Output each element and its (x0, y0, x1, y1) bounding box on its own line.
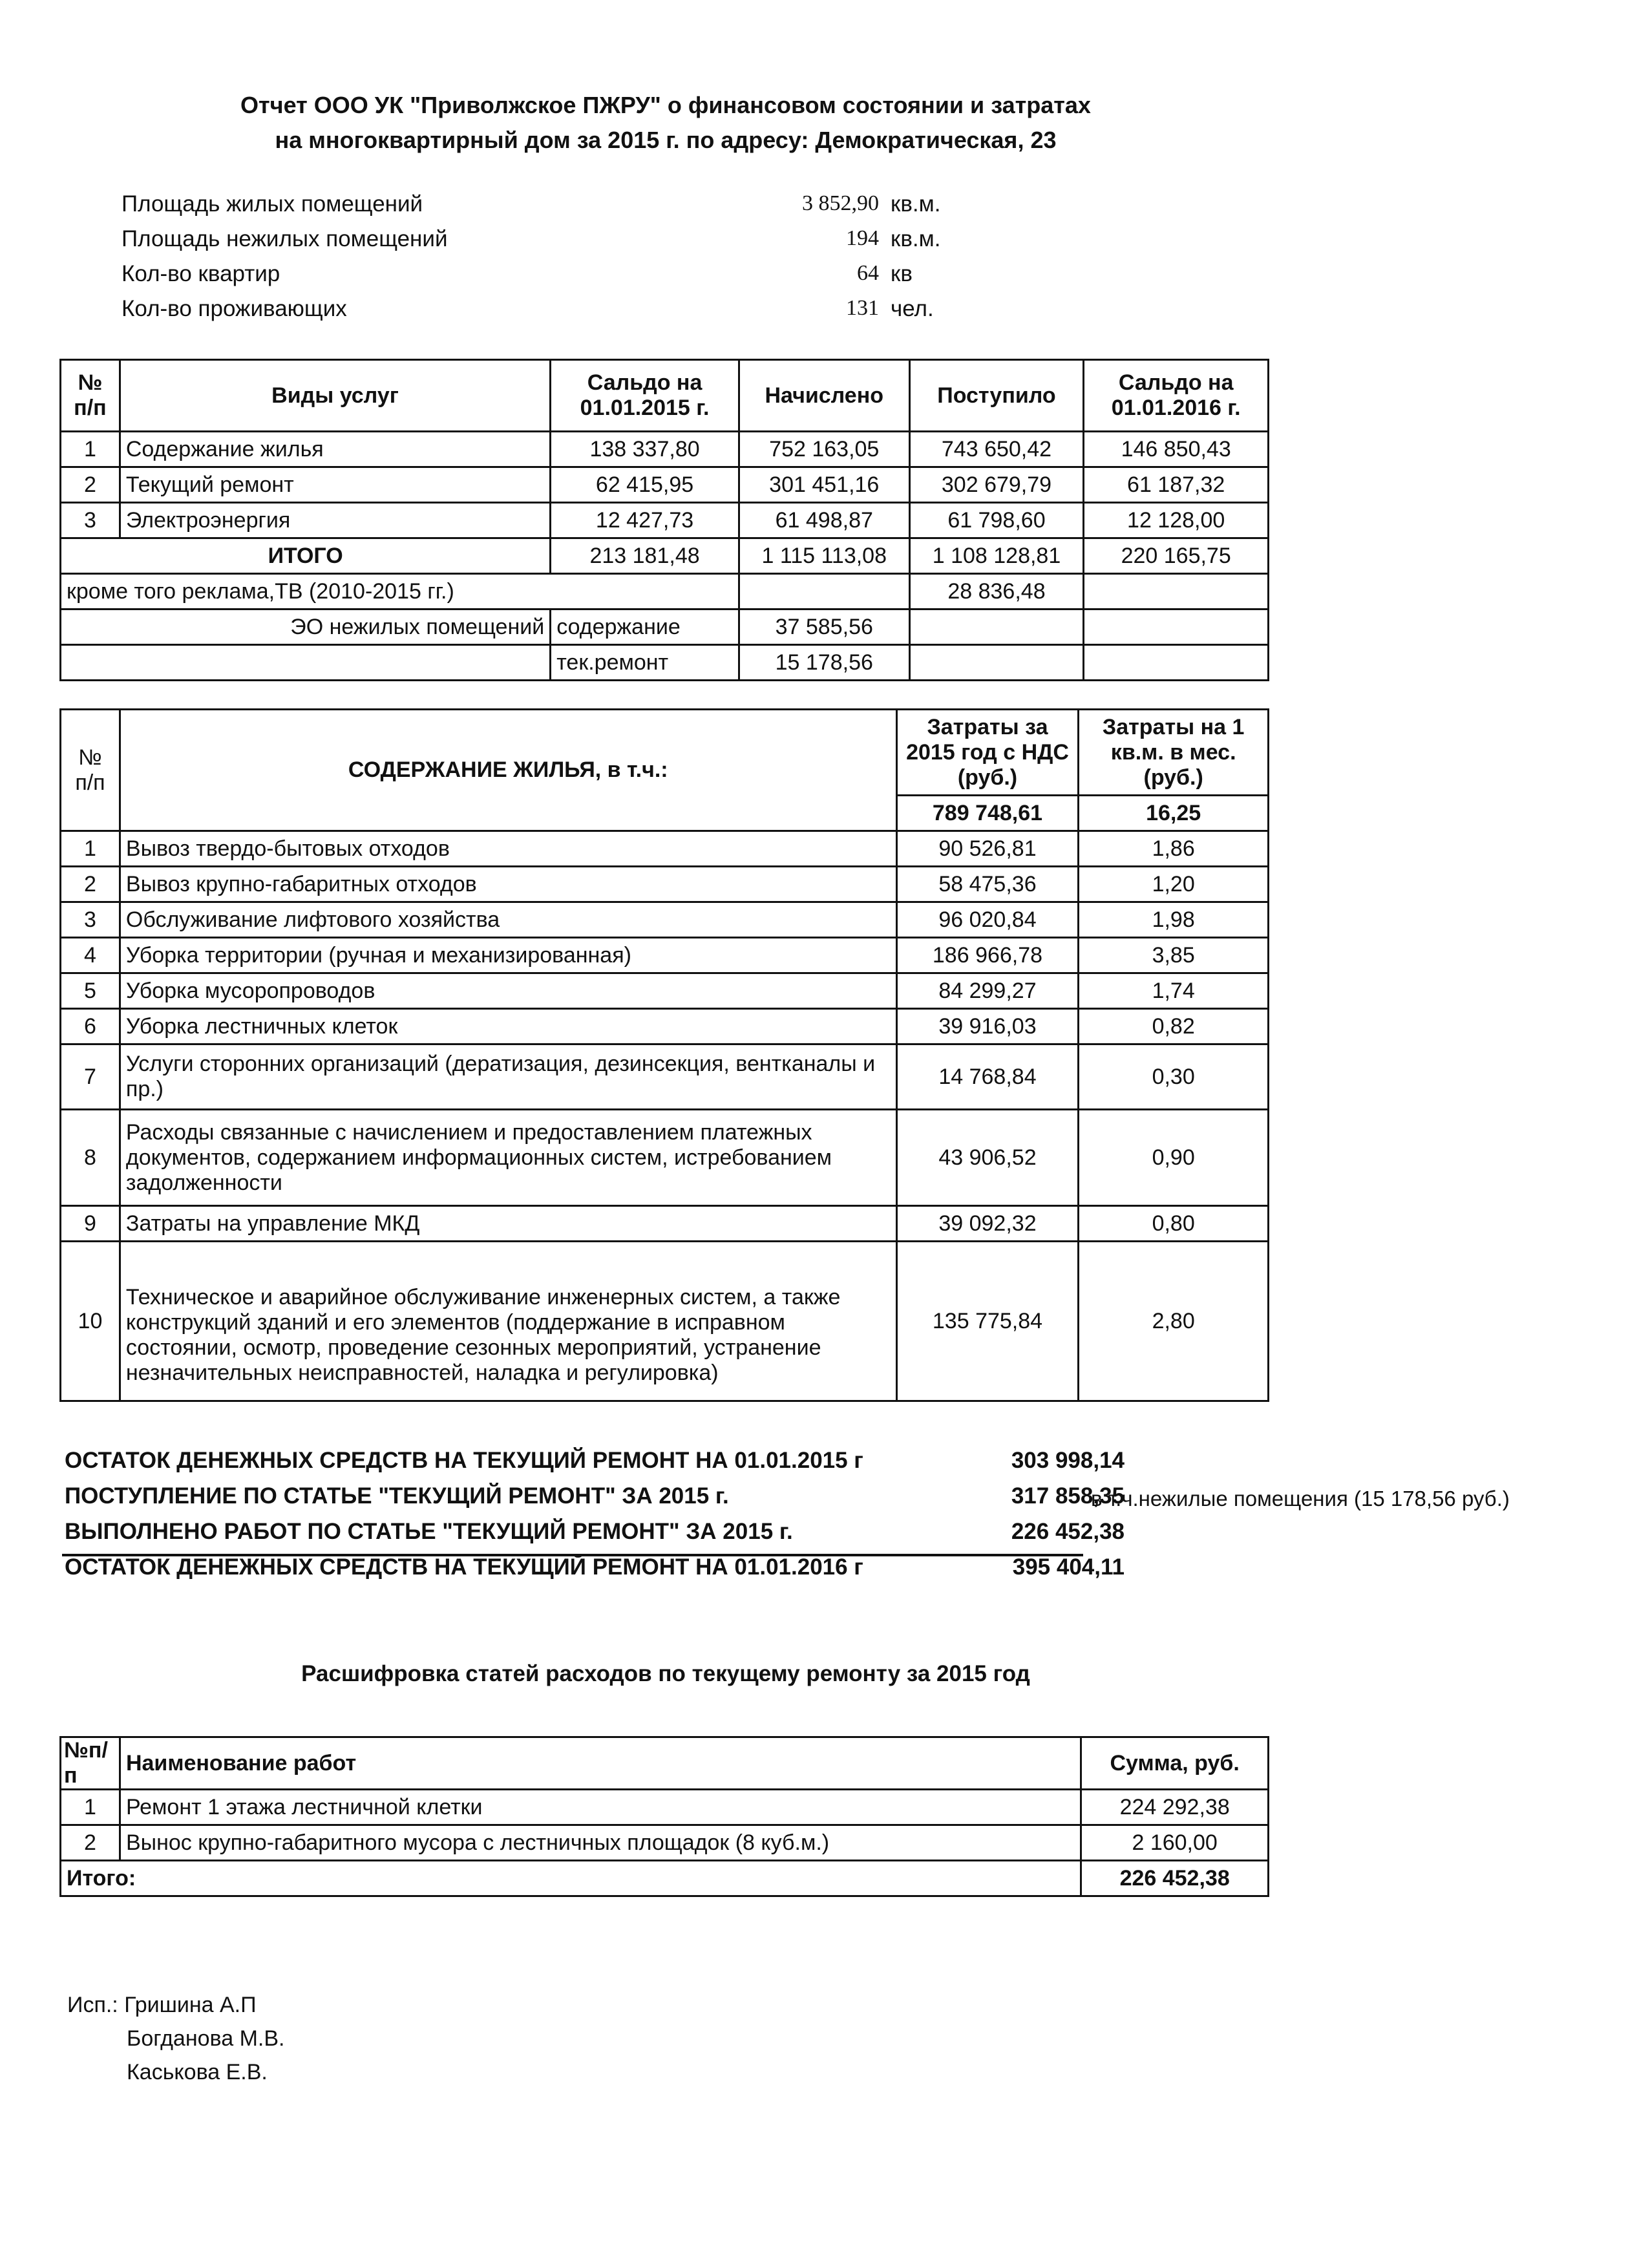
eo-label: ЭО нежилых помещений (61, 609, 551, 645)
param-label: Площадь нежилых помещений (121, 226, 448, 251)
eo-value-repair: 15 178,56 (739, 645, 909, 681)
cell-num: 4 (61, 938, 120, 973)
cell-per-sqm: 2,80 (1079, 1242, 1269, 1401)
cell-name: Вывоз твердо-бытовых отходов (120, 831, 896, 867)
param-unit: кв (891, 261, 913, 286)
header-num: № п/п (61, 710, 120, 831)
cell-saldo-start: 138 337,80 (551, 432, 739, 467)
repairs-table (59, 1736, 1269, 1897)
total-paid: 1 108 128,81 (909, 538, 1084, 574)
cell-sum: 224 292,38 (1081, 1790, 1269, 1825)
cell-per-sqm: 0,90 (1079, 1110, 1269, 1206)
total-row (61, 538, 1269, 574)
cell-cost: 90 526,81 (896, 831, 1079, 867)
fund-value: 303 998,14 (1011, 1448, 1125, 1473)
table-row (61, 938, 1269, 973)
eo-value-maintenance: 37 585,56 (739, 609, 909, 645)
fund-value: 395 404,11 (1012, 1554, 1125, 1580)
table-header-row (61, 360, 1269, 432)
cell-cost: 58 475,36 (896, 867, 1079, 902)
empty-cell (1084, 645, 1269, 681)
fund-line (65, 1483, 1125, 1519)
table-row (61, 1825, 1269, 1861)
table-header-row (61, 710, 1269, 796)
cell-cost: 84 299,27 (896, 973, 1079, 1009)
header-cell: Сальдо на 01.01.2016 г. (1084, 360, 1269, 432)
cell-per-sqm: 0,30 (1079, 1044, 1269, 1110)
cell-per-sqm: 1,86 (1079, 831, 1269, 867)
table-row (61, 1206, 1269, 1242)
cell-name: Уборка мусоропроводов (120, 973, 896, 1009)
table-row (61, 867, 1269, 902)
cell-cost: 43 906,52 (896, 1110, 1079, 1206)
cell-per-sqm: 0,82 (1079, 1009, 1269, 1044)
cell-saldo-start: 62 415,95 (551, 467, 739, 503)
cell-per-sqm: 1,74 (1079, 973, 1269, 1009)
cell-num: 9 (61, 1206, 120, 1242)
header-name: СОДЕРЖАНИЕ ЖИЛЬЯ, в т.ч.: (120, 710, 896, 831)
total-label: Итого: (61, 1861, 1081, 1896)
param-value: 3 852,90 (802, 191, 879, 215)
fund-label: ПОСТУПЛЕНИЕ ПО СТАТЬЕ "ТЕКУЩИЙ РЕМОНТ" ЗА 2015 г. (65, 1483, 729, 1509)
ads-paid: 28 836,48 (909, 574, 1084, 609)
header-num: №п/п (61, 1737, 120, 1790)
param-value: 194 (846, 226, 879, 250)
cell-accrued: 752 163,05 (739, 432, 909, 467)
fund-line (65, 1448, 1125, 1483)
cell-name: Уборка территории (ручная и механизированная) (120, 938, 896, 973)
cell-num: 3 (61, 503, 120, 538)
cell-num: 7 (61, 1044, 120, 1110)
cell-num: 1 (61, 1790, 120, 1825)
total-saldo-start: 213 181,48 (551, 538, 739, 574)
total-sum: 226 452,38 (1081, 1861, 1269, 1896)
table-row (61, 1242, 1269, 1401)
signature-name: Каськова Е.В. (127, 2060, 268, 2084)
fund-line (65, 1554, 1125, 1590)
cell-name: Расходы связанные с начислением и предоставлением платежных документов, содержанием информационных систем, истребованием задолженности (120, 1110, 896, 1206)
cell-num: 2 (61, 1825, 120, 1861)
cell-num: 10 (61, 1242, 120, 1401)
table-row (61, 467, 1269, 503)
param-label: Площадь жилых помещений (121, 191, 423, 217)
cell-name: Содержание жилья (120, 432, 550, 467)
header-cost: Затраты за 2015 год с НДС (руб.) (896, 710, 1079, 796)
header-cell: № п/п (61, 360, 120, 432)
total-accrued: 1 115 113,08 (739, 538, 909, 574)
cell-num: 3 (61, 902, 120, 938)
header-name: Наименование работ (120, 1737, 1081, 1790)
cell-name: Услуги сторонних организаций (дератизация, дезинсекция, вентканалы и пр.) (120, 1044, 896, 1110)
cell-name: Затраты на управление МКД (120, 1206, 896, 1242)
cell-saldo-end: 61 187,32 (1084, 467, 1269, 503)
report-title (0, 88, 1331, 158)
empty-cell (909, 609, 1084, 645)
eo-row-repair (61, 645, 1269, 681)
table-row (61, 503, 1269, 538)
empty-cell (61, 645, 551, 681)
report-title-line1: Отчет ООО УК "Приволжское ПЖРУ" о финансовом состоянии и затратах (240, 92, 1091, 118)
header-cell: Начислено (739, 360, 909, 432)
cell-accrued: 61 498,87 (739, 503, 909, 538)
cell-paid: 743 650,42 (909, 432, 1084, 467)
ads-saldo-empty (1084, 574, 1269, 609)
cell-per-sqm: 1,20 (1079, 867, 1269, 902)
cell-num: 1 (61, 831, 120, 867)
cell-saldo-end: 146 850,43 (1084, 432, 1269, 467)
cell-cost: 39 916,03 (896, 1009, 1079, 1044)
cell-saldo-end: 12 128,00 (1084, 503, 1269, 538)
cell-num: 6 (61, 1009, 120, 1044)
repairs-title: Расшифровка статей расходов по текущему ремонту за 2015 год (301, 1661, 1030, 1686)
param-unit: кв.м. (891, 226, 941, 251)
fund-note: в т.ч.нежилые помещения (15 178,56 руб.) (1091, 1487, 1510, 1510)
table-header-row (61, 1737, 1269, 1790)
fund-label: ОСТАТОК ДЕНЕЖНЫХ СРЕДСТВ НА ТЕКУЩИЙ РЕМОНТ НА 01.01.2016 г (65, 1554, 863, 1580)
cell-name: Электроэнергия (120, 503, 550, 538)
cell-paid: 61 798,60 (909, 503, 1084, 538)
header-per-sqm: Затраты на 1 кв.м. в мес. (руб.) (1079, 710, 1269, 796)
table-row (61, 902, 1269, 938)
signatures (67, 1988, 284, 2089)
ads-label: кроме того реклама,ТВ (2010-2015 гг.) (61, 574, 739, 609)
cell-saldo-start: 12 427,73 (551, 503, 739, 538)
cell-cost: 135 775,84 (896, 1242, 1079, 1401)
param-label: Кол-во квартир (121, 261, 280, 286)
signature-name: Гришина А.П (124, 1993, 257, 2017)
param-unit: кв.м. (891, 191, 941, 217)
fund-line (65, 1519, 1125, 1554)
total-cost: 789 748,61 (896, 796, 1079, 831)
cell-per-sqm: 0,80 (1079, 1206, 1269, 1242)
table-row (61, 973, 1269, 1009)
cell-cost: 96 020,84 (896, 902, 1079, 938)
report-title-line2: на многоквартирный дом за 2015 г. по адресу: Демократическая, 23 (275, 127, 1057, 153)
cell-cost: 39 092,32 (896, 1206, 1079, 1242)
fund-value: 317 858,35 (1011, 1483, 1125, 1509)
table-row (61, 432, 1269, 467)
cell-num: 2 (61, 867, 120, 902)
cell-num: 2 (61, 467, 120, 503)
total-saldo-end: 220 165,75 (1084, 538, 1269, 574)
param-value: 64 (857, 261, 879, 285)
services-table (59, 359, 1269, 681)
ads-accrued-empty (739, 574, 909, 609)
cell-name: Техническое и аварийное обслуживание инженерных систем, а также конструкций зданий и его элементов (поддержание в исправном состоянии, осмотр, проведение сезонных мероприятий, устранение незначительных неисправностей, наладка и регулировка) (120, 1242, 896, 1401)
signature-line (67, 1988, 284, 2022)
empty-cell (909, 645, 1084, 681)
param-label: Кол-во проживающих (121, 296, 347, 321)
param-value: 131 (846, 296, 879, 320)
fund-value: 226 452,38 (1011, 1519, 1125, 1544)
cell-name: Вывоз крупно-габаритных отходов (120, 867, 896, 902)
total-per-sqm: 16,25 (1079, 796, 1269, 831)
repair-fund-summary (65, 1448, 1125, 1590)
table-row (61, 1790, 1269, 1825)
table-row (61, 1009, 1269, 1044)
cell-per-sqm: 1,98 (1079, 902, 1269, 938)
maintenance-table (59, 708, 1269, 1402)
param-unit: чел. (891, 296, 934, 321)
table-row (61, 1044, 1269, 1110)
header-cell: Поступило (909, 360, 1084, 432)
signature-name: Богданова М.В. (127, 2026, 285, 2051)
cell-name: Уборка лестничных клеток (120, 1009, 896, 1044)
table-row (61, 1110, 1269, 1206)
fund-label: ОСТАТОК ДЕНЕЖНЫХ СРЕДСТВ НА ТЕКУЩИЙ РЕМОНТ НА 01.01.2015 г (65, 1448, 863, 1473)
signature-prefix: Исп.: (67, 1993, 118, 2017)
cell-paid: 302 679,79 (909, 467, 1084, 503)
eo-sub-maintenance: содержание (551, 609, 739, 645)
summary-divider (62, 1554, 1083, 1556)
cell-name: Текущий ремонт (120, 467, 550, 503)
cell-accrued: 301 451,16 (739, 467, 909, 503)
cell-cost: 186 966,78 (896, 938, 1079, 973)
cell-name: Обслуживание лифтового хозяйства (120, 902, 896, 938)
cell-name: Ремонт 1 этажа лестничной клетки (120, 1790, 1081, 1825)
empty-cell (1084, 609, 1269, 645)
total-label: ИТОГО (61, 538, 551, 574)
cell-num: 5 (61, 973, 120, 1009)
cell-sum: 2 160,00 (1081, 1825, 1269, 1861)
header-cell: Сальдо на 01.01.2015 г. (551, 360, 739, 432)
header-cell: Виды услуг (120, 360, 550, 432)
header-sum: Сумма, руб. (1081, 1737, 1269, 1790)
eo-sub-repair: тек.ремонт (551, 645, 739, 681)
cell-per-sqm: 3,85 (1079, 938, 1269, 973)
ads-row (61, 574, 1269, 609)
cell-name: Вынос крупно-габаритного мусора с лестничных площадок (8 куб.м.) (120, 1825, 1081, 1861)
cell-num: 8 (61, 1110, 120, 1206)
table-row (61, 831, 1269, 867)
cell-cost: 14 768,84 (896, 1044, 1079, 1110)
eo-row-maintenance (61, 609, 1269, 645)
fund-label: ВЫПОЛНЕНО РАБОТ ПО СТАТЬЕ "ТЕКУЩИЙ РЕМОНТ" ЗА 2015 г. (65, 1519, 793, 1544)
total-row (61, 1861, 1269, 1896)
cell-num: 1 (61, 432, 120, 467)
